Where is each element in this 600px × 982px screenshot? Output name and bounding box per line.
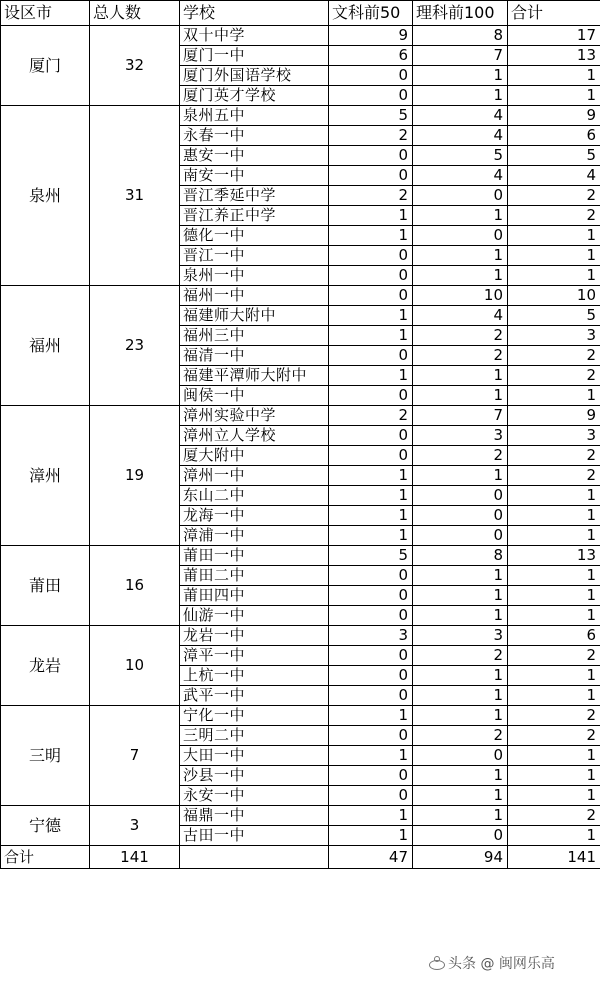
school-cell[interactable]: 福建师大附中 bbox=[180, 306, 329, 326]
li-cell[interactable]: 7 bbox=[413, 46, 508, 66]
wen-cell[interactable]: 1 bbox=[329, 486, 413, 506]
wen-cell[interactable]: 0 bbox=[329, 786, 413, 806]
li-cell[interactable]: 1 bbox=[413, 66, 508, 86]
wen-cell[interactable]: 0 bbox=[329, 246, 413, 266]
sum-cell[interactable]: 1 bbox=[508, 246, 600, 266]
li-cell[interactable]: 7 bbox=[413, 406, 508, 426]
sum-cell[interactable]: 1 bbox=[508, 266, 600, 286]
sum-cell[interactable]: 2 bbox=[508, 206, 600, 226]
header-wen[interactable]: 文科前50 bbox=[329, 1, 413, 26]
li-cell[interactable]: 0 bbox=[413, 226, 508, 246]
wen-cell[interactable]: 0 bbox=[329, 726, 413, 746]
li-cell[interactable]: 1 bbox=[413, 466, 508, 486]
li-cell[interactable]: 2 bbox=[413, 646, 508, 666]
city-cell[interactable]: 厦门 bbox=[1, 26, 90, 106]
li-cell[interactable]: 0 bbox=[413, 486, 508, 506]
school-cell[interactable]: 福清一中 bbox=[180, 346, 329, 366]
sum-cell[interactable]: 1 bbox=[508, 766, 600, 786]
sum-cell[interactable]: 2 bbox=[508, 186, 600, 206]
school-cell[interactable]: 福鼎一中 bbox=[180, 806, 329, 826]
wen-cell[interactable]: 1 bbox=[329, 226, 413, 246]
wen-cell[interactable]: 0 bbox=[329, 666, 413, 686]
school-cell[interactable]: 永春一中 bbox=[180, 126, 329, 146]
summary-sum[interactable]: 141 bbox=[508, 846, 600, 869]
school-cell[interactable]: 大田一中 bbox=[180, 746, 329, 766]
city-total-cell[interactable]: 10 bbox=[90, 626, 180, 706]
wen-cell[interactable]: 1 bbox=[329, 746, 413, 766]
sum-cell[interactable]: 1 bbox=[508, 526, 600, 546]
city-total-cell[interactable]: 3 bbox=[90, 806, 180, 846]
li-cell[interactable]: 8 bbox=[413, 546, 508, 566]
sum-cell[interactable]: 1 bbox=[508, 826, 600, 846]
sum-cell[interactable]: 4 bbox=[508, 166, 600, 186]
watermark bbox=[428, 949, 596, 977]
sum-cell[interactable]: 1 bbox=[508, 686, 600, 706]
school-cell[interactable]: 厦大附中 bbox=[180, 446, 329, 466]
school-cell[interactable]: 古田一中 bbox=[180, 826, 329, 846]
sum-cell[interactable]: 2 bbox=[508, 646, 600, 666]
table-body bbox=[1, 1, 600, 869]
school-cell[interactable]: 闽侯一中 bbox=[180, 386, 329, 406]
table-row bbox=[1, 406, 600, 426]
school-cell[interactable]: 龙岩一中 bbox=[180, 626, 329, 646]
sum-cell[interactable]: 1 bbox=[508, 586, 600, 606]
school-cell[interactable]: 武平一中 bbox=[180, 686, 329, 706]
wen-cell[interactable]: 9 bbox=[329, 26, 413, 46]
summary-label[interactable]: 合计 bbox=[1, 846, 90, 869]
sum-cell[interactable]: 1 bbox=[508, 606, 600, 626]
li-cell[interactable]: 0 bbox=[413, 506, 508, 526]
city-total-cell[interactable]: 32 bbox=[90, 26, 180, 106]
sum-cell[interactable]: 5 bbox=[508, 146, 600, 166]
sum-cell[interactable]: 2 bbox=[508, 706, 600, 726]
wen-cell[interactable]: 2 bbox=[329, 126, 413, 146]
summary-total[interactable]: 141 bbox=[90, 846, 180, 869]
li-cell[interactable]: 4 bbox=[413, 166, 508, 186]
school-cell[interactable]: 德化一中 bbox=[180, 226, 329, 246]
wen-cell[interactable]: 0 bbox=[329, 266, 413, 286]
table-row bbox=[1, 806, 600, 826]
wen-cell[interactable]: 0 bbox=[329, 646, 413, 666]
wen-cell[interactable]: 1 bbox=[329, 326, 413, 346]
school-cell[interactable]: 惠安一中 bbox=[180, 146, 329, 166]
city-cell[interactable]: 龙岩 bbox=[1, 626, 90, 706]
school-cell[interactable]: 泉州五中 bbox=[180, 106, 329, 126]
sum-cell[interactable]: 1 bbox=[508, 786, 600, 806]
wen-cell[interactable]: 1 bbox=[329, 366, 413, 386]
wen-cell[interactable]: 1 bbox=[329, 706, 413, 726]
school-cell[interactable]: 漳平一中 bbox=[180, 646, 329, 666]
wen-cell[interactable]: 2 bbox=[329, 186, 413, 206]
li-cell[interactable]: 1 bbox=[413, 206, 508, 226]
header-total[interactable]: 总人数 bbox=[90, 1, 180, 26]
wen-cell[interactable]: 1 bbox=[329, 306, 413, 326]
wen-cell[interactable]: 0 bbox=[329, 286, 413, 306]
city-total-cell[interactable]: 16 bbox=[90, 546, 180, 626]
school-cell[interactable]: 莆田二中 bbox=[180, 566, 329, 586]
li-cell[interactable]: 1 bbox=[413, 806, 508, 826]
school-cell[interactable]: 福州一中 bbox=[180, 286, 329, 306]
wen-cell[interactable]: 6 bbox=[329, 46, 413, 66]
li-cell[interactable]: 1 bbox=[413, 706, 508, 726]
li-cell[interactable]: 1 bbox=[413, 566, 508, 586]
sum-cell[interactable]: 1 bbox=[508, 86, 600, 106]
table-row bbox=[1, 286, 600, 306]
header-sum[interactable]: 合计 bbox=[508, 1, 600, 26]
wen-cell[interactable]: 0 bbox=[329, 586, 413, 606]
li-cell[interactable]: 2 bbox=[413, 446, 508, 466]
sum-cell[interactable]: 2 bbox=[508, 346, 600, 366]
li-cell[interactable]: 0 bbox=[413, 826, 508, 846]
li-cell[interactable]: 1 bbox=[413, 666, 508, 686]
school-cell[interactable]: 厦门一中 bbox=[180, 46, 329, 66]
wen-cell[interactable]: 5 bbox=[329, 106, 413, 126]
sum-cell[interactable]: 13 bbox=[508, 46, 600, 66]
li-cell[interactable]: 4 bbox=[413, 126, 508, 146]
school-cell[interactable]: 沙县一中 bbox=[180, 766, 329, 786]
header-li[interactable]: 理科前100 bbox=[413, 1, 508, 26]
sum-cell[interactable]: 1 bbox=[508, 746, 600, 766]
watermark-text: 头条 @ 闽网乐高 bbox=[448, 956, 555, 972]
sum-cell[interactable]: 1 bbox=[508, 506, 600, 526]
wen-cell[interactable]: 3 bbox=[329, 626, 413, 646]
watermark-logo-icon bbox=[428, 956, 444, 970]
wen-cell[interactable]: 0 bbox=[329, 606, 413, 626]
city-total-cell[interactable]: 19 bbox=[90, 406, 180, 546]
school-cell[interactable]: 宁化一中 bbox=[180, 706, 329, 726]
summary-li[interactable]: 94 bbox=[413, 846, 508, 869]
sum-cell[interactable]: 2 bbox=[508, 366, 600, 386]
school-cell[interactable]: 上杭一中 bbox=[180, 666, 329, 686]
sum-cell[interactable]: 1 bbox=[508, 66, 600, 86]
wen-cell[interactable]: 2 bbox=[329, 406, 413, 426]
city-cell[interactable]: 福州 bbox=[1, 286, 90, 406]
school-cell[interactable]: 龙海一中 bbox=[180, 506, 329, 526]
li-cell[interactable]: 8 bbox=[413, 26, 508, 46]
school-cell[interactable]: 晋江养正中学 bbox=[180, 206, 329, 226]
li-cell[interactable]: 2 bbox=[413, 326, 508, 346]
sum-cell[interactable]: 6 bbox=[508, 626, 600, 646]
school-cell[interactable]: 莆田四中 bbox=[180, 586, 329, 606]
li-cell[interactable]: 0 bbox=[413, 186, 508, 206]
li-cell[interactable]: 4 bbox=[413, 106, 508, 126]
sum-cell[interactable]: 9 bbox=[508, 106, 600, 126]
school-cell[interactable]: 三明二中 bbox=[180, 726, 329, 746]
school-cell[interactable]: 厦门外国语学校 bbox=[180, 66, 329, 86]
sum-cell[interactable]: 1 bbox=[508, 566, 600, 586]
school-cell[interactable]: 永安一中 bbox=[180, 786, 329, 806]
wen-cell[interactable]: 1 bbox=[329, 466, 413, 486]
school-cell[interactable]: 东山二中 bbox=[180, 486, 329, 506]
school-cell[interactable]: 晋江季延中学 bbox=[180, 186, 329, 206]
city-total-cell[interactable]: 31 bbox=[90, 106, 180, 286]
li-cell[interactable]: 5 bbox=[413, 146, 508, 166]
sum-cell[interactable]: 9 bbox=[508, 406, 600, 426]
li-cell[interactable]: 1 bbox=[413, 766, 508, 786]
sum-cell[interactable]: 3 bbox=[508, 326, 600, 346]
wen-cell[interactable]: 1 bbox=[329, 526, 413, 546]
wen-cell[interactable]: 0 bbox=[329, 66, 413, 86]
wen-cell[interactable]: 1 bbox=[329, 826, 413, 846]
wen-cell[interactable]: 0 bbox=[329, 166, 413, 186]
sum-cell[interactable]: 2 bbox=[508, 446, 600, 466]
header-row bbox=[1, 1, 600, 26]
li-cell[interactable]: 0 bbox=[413, 526, 508, 546]
li-cell[interactable]: 1 bbox=[413, 786, 508, 806]
li-cell[interactable]: 1 bbox=[413, 246, 508, 266]
school-cell[interactable]: 福州三中 bbox=[180, 326, 329, 346]
wen-cell[interactable]: 0 bbox=[329, 686, 413, 706]
li-cell[interactable]: 1 bbox=[413, 606, 508, 626]
city-total-cell[interactable]: 7 bbox=[90, 706, 180, 806]
sum-cell[interactable]: 13 bbox=[508, 546, 600, 566]
city-cell[interactable]: 三明 bbox=[1, 706, 90, 806]
summary-row bbox=[1, 846, 600, 869]
school-cell[interactable]: 漳州一中 bbox=[180, 466, 329, 486]
wen-cell[interactable]: 0 bbox=[329, 86, 413, 106]
city-cell[interactable]: 宁德 bbox=[1, 806, 90, 846]
school-cell[interactable]: 漳浦一中 bbox=[180, 526, 329, 546]
school-cell[interactable]: 漳州实验中学 bbox=[180, 406, 329, 426]
table-row bbox=[1, 546, 600, 566]
school-cell[interactable]: 莆田一中 bbox=[180, 546, 329, 566]
sum-cell[interactable]: 1 bbox=[508, 226, 600, 246]
school-cell[interactable]: 仙游一中 bbox=[180, 606, 329, 626]
sum-cell[interactable]: 2 bbox=[508, 726, 600, 746]
li-cell[interactable]: 1 bbox=[413, 86, 508, 106]
li-cell[interactable]: 4 bbox=[413, 306, 508, 326]
wen-cell[interactable]: 1 bbox=[329, 506, 413, 526]
table-row bbox=[1, 106, 600, 126]
wen-cell[interactable]: 0 bbox=[329, 146, 413, 166]
wen-cell[interactable]: 0 bbox=[329, 386, 413, 406]
city-cell[interactable]: 漳州 bbox=[1, 406, 90, 546]
wen-cell[interactable]: 1 bbox=[329, 206, 413, 226]
city-cell[interactable]: 泉州 bbox=[1, 106, 90, 286]
school-cell[interactable]: 泉州一中 bbox=[180, 266, 329, 286]
sum-cell[interactable]: 10 bbox=[508, 286, 600, 306]
sum-cell[interactable]: 17 bbox=[508, 26, 600, 46]
li-cell[interactable]: 1 bbox=[413, 586, 508, 606]
city-cell[interactable]: 莆田 bbox=[1, 546, 90, 626]
city-total-cell[interactable]: 23 bbox=[90, 286, 180, 406]
summary-school[interactable] bbox=[180, 846, 329, 869]
wen-cell[interactable]: 0 bbox=[329, 446, 413, 466]
li-cell[interactable]: 2 bbox=[413, 726, 508, 746]
sum-cell[interactable]: 2 bbox=[508, 466, 600, 486]
table-row bbox=[1, 26, 600, 46]
li-cell[interactable]: 3 bbox=[413, 426, 508, 446]
sum-cell[interactable]: 2 bbox=[508, 806, 600, 826]
summary-wen[interactable]: 47 bbox=[329, 846, 413, 869]
school-cell[interactable]: 双十中学 bbox=[180, 26, 329, 46]
header-school[interactable]: 学校 bbox=[180, 1, 329, 26]
sum-cell[interactable]: 1 bbox=[508, 666, 600, 686]
sum-cell[interactable]: 1 bbox=[508, 386, 600, 406]
li-cell[interactable]: 1 bbox=[413, 366, 508, 386]
li-cell[interactable]: 1 bbox=[413, 386, 508, 406]
sum-cell[interactable]: 1 bbox=[508, 486, 600, 506]
school-cell[interactable]: 福建平潭师大附中 bbox=[180, 366, 329, 386]
wen-cell[interactable]: 0 bbox=[329, 566, 413, 586]
wen-cell[interactable]: 5 bbox=[329, 546, 413, 566]
school-cell[interactable]: 南安一中 bbox=[180, 166, 329, 186]
li-cell[interactable]: 10 bbox=[413, 286, 508, 306]
table-row bbox=[1, 626, 600, 646]
wen-cell[interactable]: 1 bbox=[329, 806, 413, 826]
wen-cell[interactable]: 0 bbox=[329, 346, 413, 366]
wen-cell[interactable]: 0 bbox=[329, 426, 413, 446]
header-city[interactable]: 设区市 bbox=[1, 1, 90, 26]
sum-cell[interactable]: 3 bbox=[508, 426, 600, 446]
table-row bbox=[1, 706, 600, 726]
school-cell[interactable]: 厦门英才学校 bbox=[180, 86, 329, 106]
school-cell[interactable]: 漳州立人学校 bbox=[180, 426, 329, 446]
li-cell[interactable]: 1 bbox=[413, 266, 508, 286]
sum-cell[interactable]: 6 bbox=[508, 126, 600, 146]
li-cell[interactable]: 3 bbox=[413, 626, 508, 646]
li-cell[interactable]: 0 bbox=[413, 746, 508, 766]
sum-cell[interactable]: 5 bbox=[508, 306, 600, 326]
school-cell[interactable]: 晋江一中 bbox=[180, 246, 329, 266]
li-cell[interactable]: 1 bbox=[413, 686, 508, 706]
li-cell[interactable]: 2 bbox=[413, 346, 508, 366]
wen-cell[interactable]: 0 bbox=[329, 766, 413, 786]
